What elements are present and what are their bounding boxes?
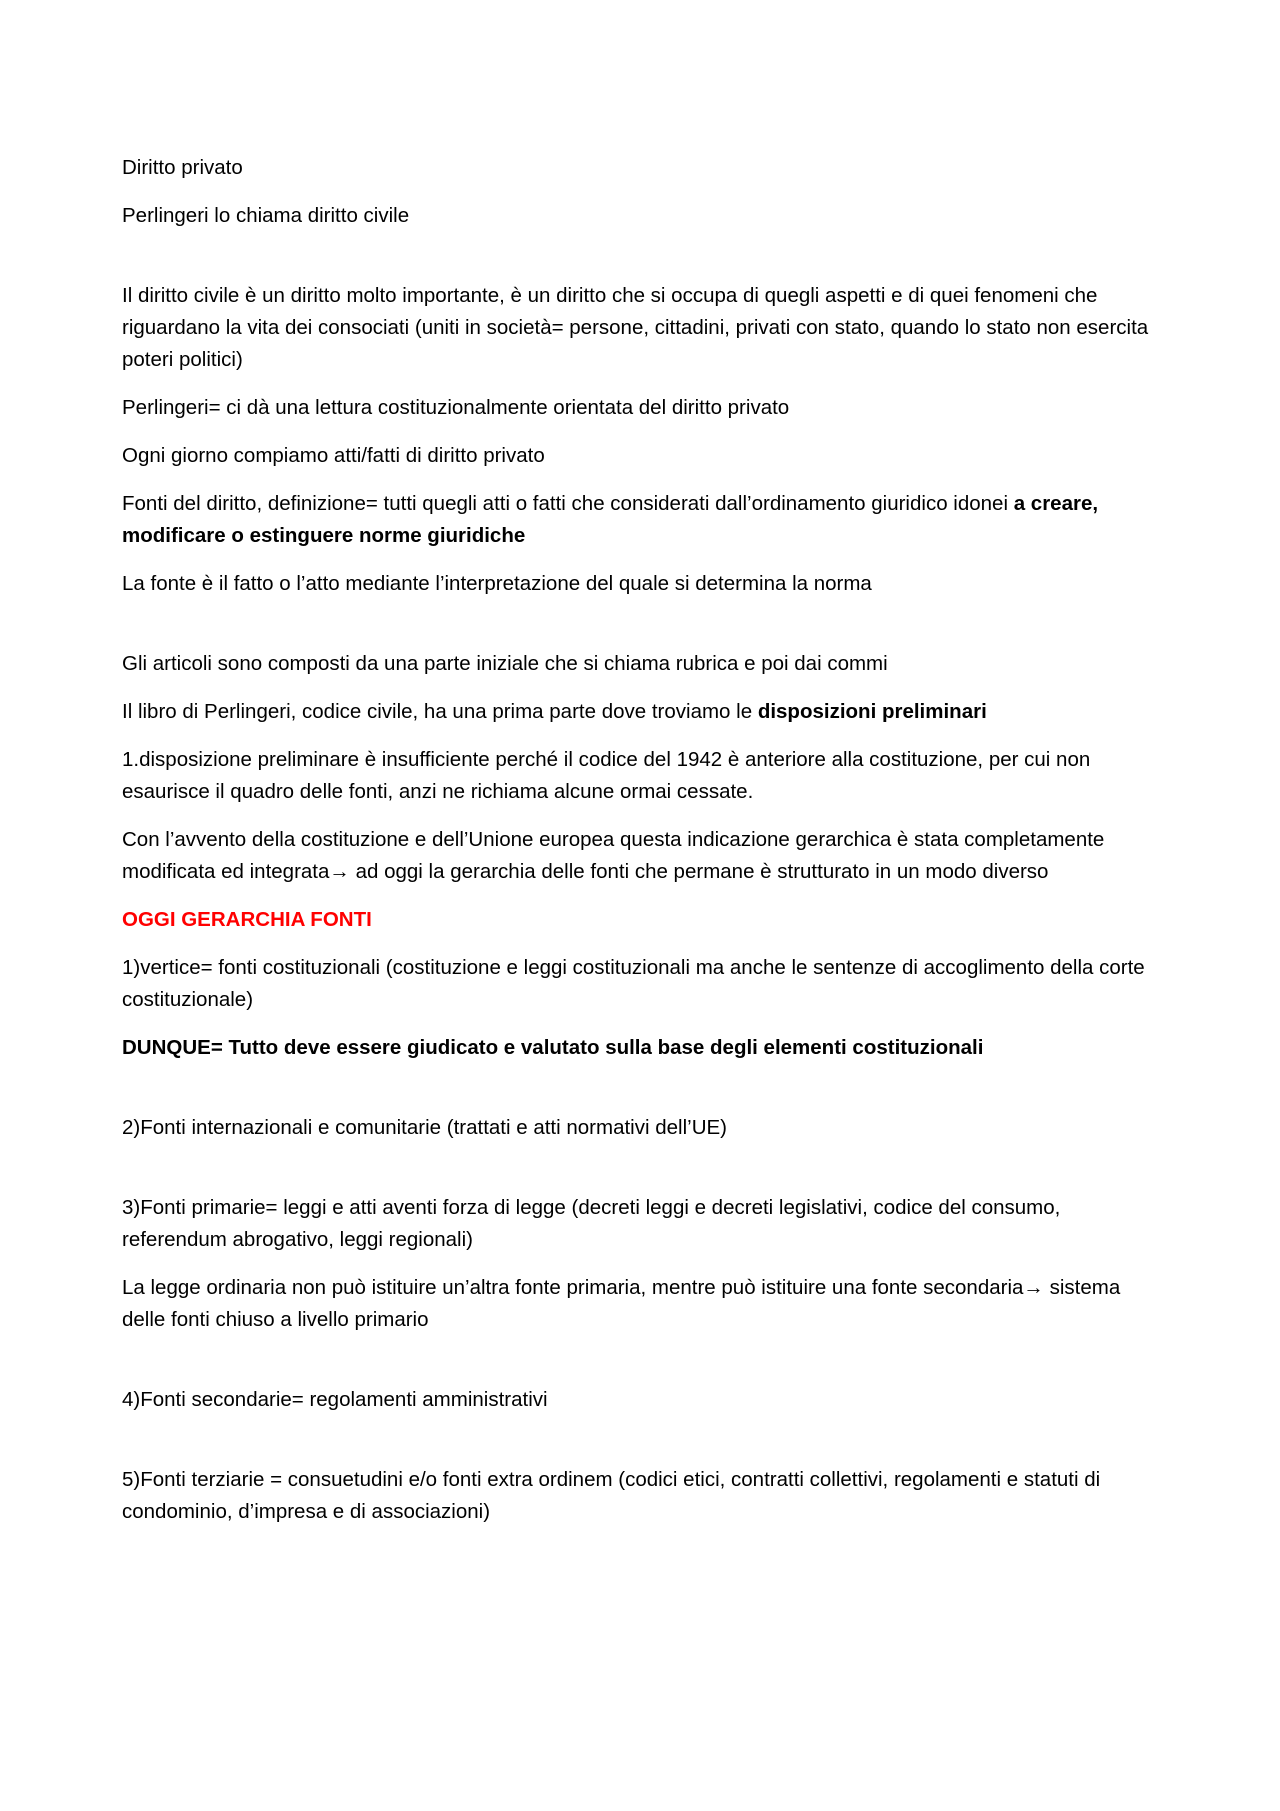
document-title: Diritto privato [122, 156, 243, 179]
fonti-definizione-bold: a creare, modificare o estinguere norme giuridiche [122, 492, 1099, 547]
paragraph-atti-fatti: Ogni giorno compiamo atti/fatti di diritto privato [122, 444, 545, 467]
paragraph-avvento-costituzione [122, 824, 1167, 888]
list-item-fonti-primarie: 3)Fonti primarie= leggi e atti aventi forza di legge (decreti leggi e decreti legislativi, codice del consumo, referendum abrogativo, leggi regionali) [122, 1196, 1061, 1251]
paragraph-diritto-civile: Il diritto civile è un diritto molto importante, è un diritto che si occupa di quegli aspetti e di quei fenomeni che riguardano la vita dei consociati (uniti in società= persone, cittadini, privati con stato, quando lo stato non esercita poteri politici) [122, 284, 1149, 371]
list-item-vertice: 1)vertice= fonti costituzionali (costituzione e leggi costituzionali ma anche le sentenze di accoglimento della corte costituzionale) [122, 956, 1145, 1011]
libro-perlingeri-text: Il libro di Perlingeri, codice civile, ha una prima parte dove troviamo le [122, 700, 758, 723]
legge-ordinaria-text-continued: sistema delle fonti chiuso a livello primario [122, 1276, 1121, 1331]
arrow-right-icon: → [329, 860, 350, 883]
list-item-fonti-terziarie: 5)Fonti terziarie = consuetudini e/o fonti extra ordinem (codici etici, contratti collettivi, regolamenti e statuti di condominio, d’impresa e di associazioni) [122, 1468, 1101, 1523]
paragraph-legge-ordinaria [122, 1272, 1167, 1336]
arrow-right-icon: → [1023, 1276, 1044, 1299]
avvento-text-continued: ad oggi la gerarchia delle fonti che permane è strutturato in un modo diverso [349, 860, 1049, 883]
disposizioni-preliminari-bold: disposizioni preliminari [757, 700, 987, 723]
list-item-fonti-internazionali: 2)Fonti internazionali e comunitarie (trattati e atti normativi dell’UE) [122, 1116, 728, 1139]
paragraph-fonte-atto: La fonte è il fatto o l’atto mediante l’interpretazione del quale si determina la norma [122, 572, 872, 595]
paragraph-fonti-definizione [122, 488, 1167, 552]
paragraph-perlingeri: Perlingeri= ci dà una lettura costituzionalmente orientata del diritto privato [122, 396, 790, 419]
document-subtitle: Perlingeri lo chiama diritto civile [122, 204, 410, 227]
list-item-fonti-secondarie: 4)Fonti secondarie= regolamenti amministrativi [122, 1388, 548, 1411]
legge-ordinaria-text: La legge ordinaria non può istituire un’altra fonte primaria, mentre può istituire una fonte secondaria [122, 1276, 1024, 1299]
paragraph-libro-perlingeri [122, 696, 1167, 728]
fonti-definizione-text: Fonti del diritto, definizione= tutti quegli atti o fatti che considerati dall’ordinamento giuridico idonei [122, 492, 1014, 515]
paragraph-dunque: DUNQUE= Tutto deve essere giudicato e valutato sulla base degli elementi costituzionali [122, 1036, 984, 1059]
section-heading-gerarchia: OGGI GERARCHIA FONTI [122, 908, 372, 931]
document-body [122, 152, 1167, 1544]
paragraph-articoli: Gli articoli sono composti da una parte iniziale che si chiama rubrica e poi dai commi [122, 652, 888, 675]
paragraph-disposizione-preliminare: 1.disposizione preliminare è insufficiente perché il codice del 1942 è anteriore alla costituzione, per cui non esaurisce il quadro delle fonti, anzi ne richiama alcune ormai cessate. [122, 748, 1091, 803]
avvento-text: Con l’avvento della costituzione e dell’Unione europea questa indicazione gerarchica è stata completamente modificata ed integrata [122, 828, 1105, 883]
